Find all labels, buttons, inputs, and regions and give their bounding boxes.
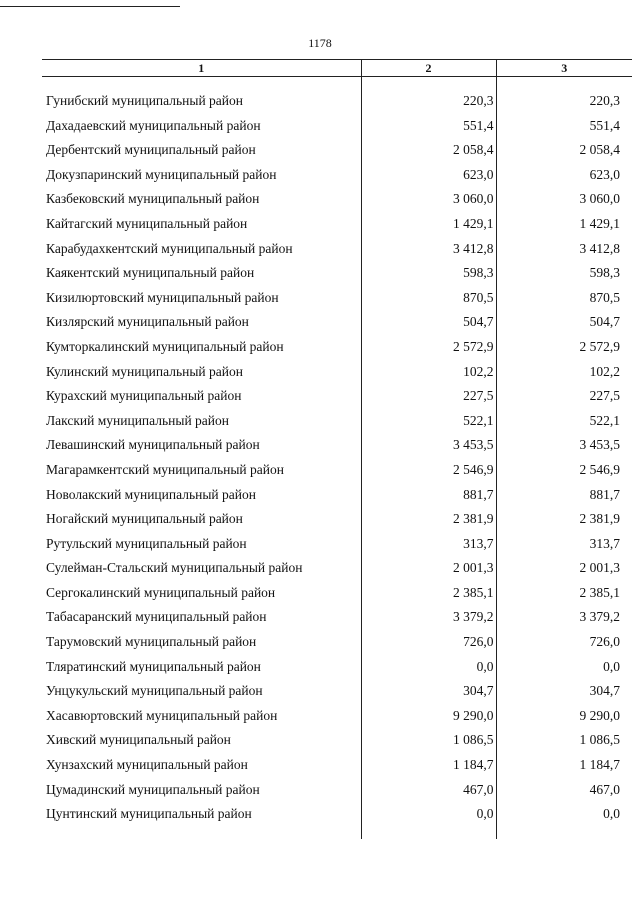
value-column-2: 220,3 <box>361 77 496 114</box>
spacer-cell <box>42 827 361 839</box>
value-column-3: 3 379,2 <box>579 609 620 625</box>
value-column-3: 2 381,9 <box>579 511 620 527</box>
value-column-3: 3 060,0 <box>579 191 620 207</box>
top-rule <box>0 6 180 7</box>
table-row <box>42 114 632 139</box>
value-column-3: 623,0 <box>589 166 620 182</box>
value-column-2: 9 290,0 <box>361 704 496 729</box>
value-column-2: 1 184,7 <box>361 753 496 778</box>
table-row <box>42 753 632 778</box>
district-name: Кайтагский муниципальный район <box>46 215 248 231</box>
value-column-2: 3 060,0 <box>361 187 496 212</box>
table-row <box>42 335 632 360</box>
value-column-2: 623,0 <box>361 163 496 188</box>
value-column-2: 726,0 <box>361 630 496 655</box>
value-column-3: 1 429,1 <box>579 215 620 231</box>
value-column-3: 2 572,9 <box>579 338 620 354</box>
district-name: Лакский муниципальный район <box>46 412 230 428</box>
table-row <box>42 630 632 655</box>
table-row <box>42 212 632 237</box>
district-name: Цунтинский муниципальный район <box>46 806 252 822</box>
value-column-2: 504,7 <box>361 310 496 335</box>
value-column-2: 2 001,3 <box>361 556 496 581</box>
table-row <box>42 778 632 803</box>
table-spacer-row <box>42 827 632 839</box>
value-column-3: 0,0 <box>603 806 620 822</box>
value-column-3: 726,0 <box>589 634 620 650</box>
column-header-1: 1 <box>42 60 361 77</box>
district-name: Кизилюртовский муниципальный район <box>46 289 279 305</box>
district-name: Цумадинский муниципальный район <box>46 781 260 797</box>
column-header-2: 2 <box>361 60 496 77</box>
value-column-2: 870,5 <box>361 286 496 311</box>
spacer-cell <box>496 827 632 839</box>
value-column-2: 3 379,2 <box>361 605 496 630</box>
value-column-3: 9 290,0 <box>579 707 620 723</box>
value-column-2: 598,3 <box>361 261 496 286</box>
district-name: Докузпаринский муниципальный район <box>46 166 277 182</box>
value-column-3: 102,2 <box>589 363 620 379</box>
column-header-3: 3 <box>496 60 632 77</box>
district-name: Ногайский муниципальный район <box>46 511 243 527</box>
district-name: Тляратинский муниципальный район <box>46 658 261 674</box>
table-row <box>42 704 632 729</box>
value-column-3: 881,7 <box>589 486 620 502</box>
value-column-3: 220,3 <box>589 93 620 108</box>
district-name: Дербентский муниципальный район <box>46 142 256 158</box>
district-name: Хасавюртовский муниципальный район <box>46 707 278 723</box>
table-row <box>42 409 632 434</box>
value-column-2: 102,2 <box>361 360 496 385</box>
district-name: Кулинский муниципальный район <box>46 363 243 379</box>
district-name: Тарумовский муниципальный район <box>46 634 257 650</box>
district-name: Кумторкалинский муниципальный район <box>46 338 284 354</box>
value-column-2: 467,0 <box>361 778 496 803</box>
value-column-3: 522,1 <box>589 412 620 428</box>
district-name: Гунибский муниципальный район <box>46 93 243 108</box>
value-column-2: 0,0 <box>361 802 496 827</box>
value-column-3: 0,0 <box>603 658 620 674</box>
value-column-2: 313,7 <box>361 532 496 557</box>
value-column-2: 3 453,5 <box>361 433 496 458</box>
table-row <box>42 360 632 385</box>
table-row <box>42 605 632 630</box>
table-row <box>42 532 632 557</box>
value-column-2: 2 058,4 <box>361 138 496 163</box>
value-column-3: 2 058,4 <box>579 142 620 158</box>
value-column-2: 2 381,9 <box>361 507 496 532</box>
value-column-2: 2 385,1 <box>361 581 496 606</box>
value-column-3: 504,7 <box>589 314 620 330</box>
value-column-2: 2 572,9 <box>361 335 496 360</box>
table-row <box>42 138 632 163</box>
table-row <box>42 77 632 114</box>
value-column-3: 598,3 <box>589 265 620 281</box>
district-name: Хунзахский муниципальный район <box>46 757 248 773</box>
value-column-2: 881,7 <box>361 483 496 508</box>
table-row <box>42 286 632 311</box>
table-row <box>42 163 632 188</box>
district-name: Рутульский муниципальный район <box>46 535 247 551</box>
table-row <box>42 556 632 581</box>
table-row <box>42 483 632 508</box>
district-name: Каякентский муниципальный район <box>46 265 255 281</box>
value-column-3: 870,5 <box>589 289 620 305</box>
table-row <box>42 581 632 606</box>
district-name: Магарамкентский муниципальный район <box>46 461 284 477</box>
table-row <box>42 433 632 458</box>
value-column-3: 467,0 <box>589 781 620 797</box>
district-name: Левашинский муниципальный район <box>46 437 260 453</box>
value-column-2: 1 086,5 <box>361 728 496 753</box>
value-column-3: 3 453,5 <box>579 437 620 453</box>
table-body <box>42 77 632 839</box>
table-row <box>42 187 632 212</box>
value-column-3: 1 086,5 <box>579 732 620 748</box>
district-name: Казбековский муниципальный район <box>46 191 260 207</box>
table-row <box>42 655 632 680</box>
table-row <box>42 728 632 753</box>
table-row <box>42 310 632 335</box>
table-row <box>42 237 632 262</box>
district-name: Табасаранский муниципальный район <box>46 609 267 625</box>
district-name: Хивский муниципальный район <box>46 732 231 748</box>
value-column-3: 1 184,7 <box>579 757 620 773</box>
table-row <box>42 507 632 532</box>
value-column-3: 304,7 <box>589 683 620 699</box>
value-column-3: 2 001,3 <box>579 560 620 576</box>
value-column-2: 2 546,9 <box>361 458 496 483</box>
district-name: Карабудахкентский муниципальный район <box>46 240 293 256</box>
page-number: 1178 <box>308 36 332 50</box>
table-row <box>42 802 632 827</box>
header-row <box>42 60 632 77</box>
value-column-2: 0,0 <box>361 655 496 680</box>
value-column-2: 3 412,8 <box>361 237 496 262</box>
table-row <box>42 261 632 286</box>
district-name: Унцукульский муниципальный район <box>46 683 263 699</box>
table-row <box>42 458 632 483</box>
value-column-2: 304,7 <box>361 679 496 704</box>
value-column-3: 2 546,9 <box>579 461 620 477</box>
value-column-3: 313,7 <box>589 535 620 551</box>
value-column-2: 1 429,1 <box>361 212 496 237</box>
value-column-2: 551,4 <box>361 114 496 139</box>
value-column-3: 3 412,8 <box>579 240 620 256</box>
district-name: Дахадаевский муниципальный район <box>46 117 261 133</box>
value-column-3: 227,5 <box>589 388 620 404</box>
value-column-3: 551,4 <box>589 117 620 133</box>
district-name: Сергокалинский муниципальный район <box>46 584 276 600</box>
district-name: Кизлярский муниципальный район <box>46 314 249 330</box>
value-column-2: 227,5 <box>361 384 496 409</box>
table-row <box>42 679 632 704</box>
data-table <box>42 59 632 839</box>
district-name: Курахский муниципальный район <box>46 388 242 404</box>
district-name: Сулейман-Стальский муниципальный район <box>46 560 303 576</box>
spacer-cell <box>361 827 496 839</box>
table-row <box>42 384 632 409</box>
value-column-3: 2 385,1 <box>579 584 620 600</box>
value-column-2: 522,1 <box>361 409 496 434</box>
district-name: Новолакский муниципальный район <box>46 486 256 502</box>
